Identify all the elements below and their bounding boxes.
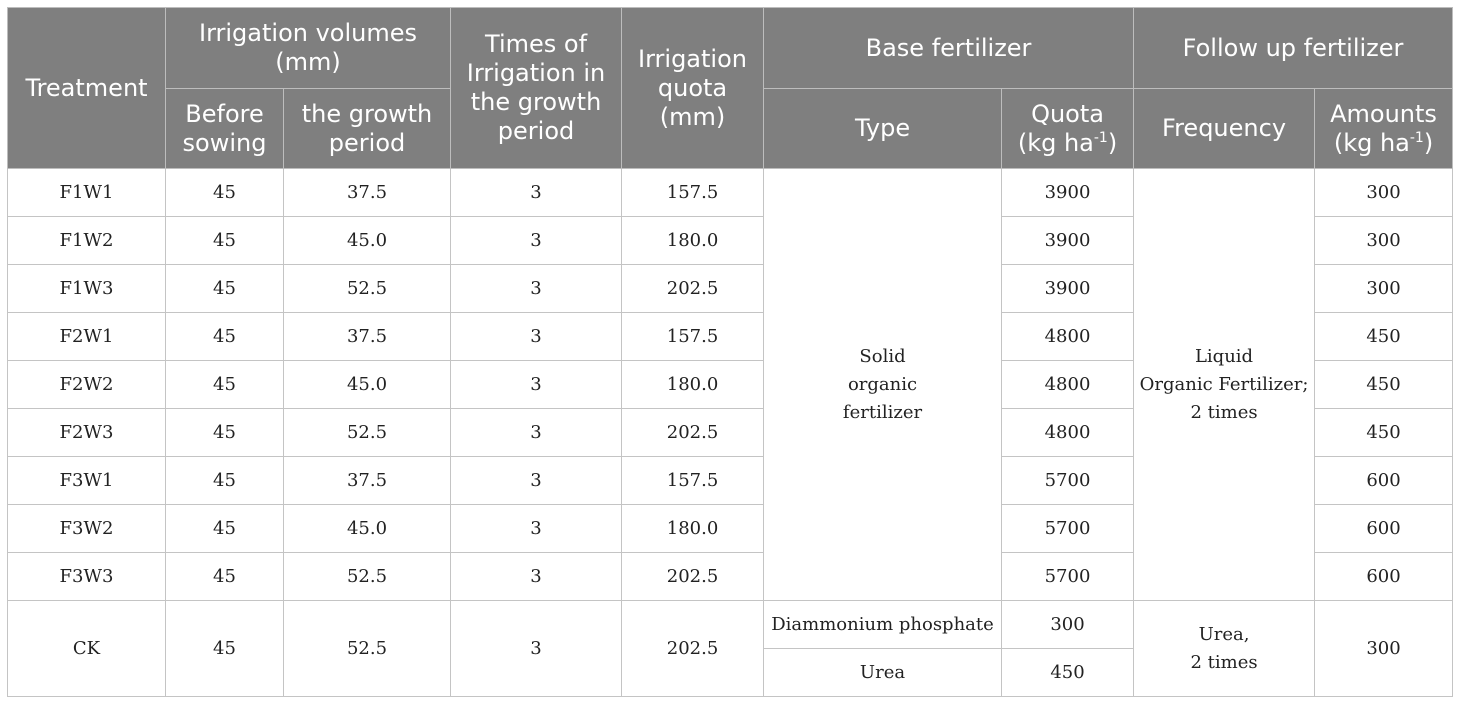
cell-times: 3 — [451, 313, 622, 361]
cell-growth-period: 37.5 — [284, 313, 451, 361]
cell-before-sowing: 45 — [166, 169, 284, 217]
cell-times: 3 — [451, 409, 622, 457]
cell-growth-period: 52.5 — [284, 601, 451, 697]
cell-base-quota: 5700 — [1002, 505, 1134, 553]
header-frequency: Frequency — [1134, 89, 1315, 169]
cell-amount: 300 — [1315, 169, 1453, 217]
cell-treatment: F2W2 — [8, 361, 166, 409]
cell-treatment: F3W1 — [8, 457, 166, 505]
cell-times: 3 — [451, 169, 622, 217]
header-amounts-exponent: -1 — [1409, 129, 1424, 146]
cell-irrigation-quota: 180.0 — [622, 217, 764, 265]
cell-times: 3 — [451, 505, 622, 553]
cell-base-quota: 3900 — [1002, 169, 1134, 217]
cell-growth-period: 37.5 — [284, 169, 451, 217]
cell-before-sowing: 45 — [166, 313, 284, 361]
header-quota-exponent: -1 — [1093, 129, 1108, 146]
cell-base-quota: 450 — [1002, 649, 1134, 697]
cell-treatment: F2W1 — [8, 313, 166, 361]
cell-base-type: Urea — [764, 649, 1002, 697]
cell-base-quota: 300 — [1002, 601, 1134, 649]
header-before-sowing: Before sowing — [166, 89, 284, 169]
cell-frequency: Urea, 2 times — [1134, 601, 1315, 697]
cell-irrigation-quota: 202.5 — [622, 265, 764, 313]
table-row — [8, 169, 1453, 217]
cell-times: 3 — [451, 217, 622, 265]
cell-base-quota: 4800 — [1002, 361, 1134, 409]
cell-before-sowing: 45 — [166, 601, 284, 697]
cell-irrigation-quota: 202.5 — [622, 409, 764, 457]
header-irrigation-volumes: Irrigation volumes (mm) — [166, 8, 451, 89]
cell-base-quota: 3900 — [1002, 217, 1134, 265]
cell-amount: 600 — [1315, 457, 1453, 505]
cell-times: 3 — [451, 601, 622, 697]
header-type: Type — [764, 89, 1002, 169]
header-amounts: Amounts (kg $ha^{-1}$) — [1315, 89, 1453, 169]
header-follow-up-fertilizer: Follow up fertilizer — [1134, 8, 1453, 89]
cell-irrigation-quota: 157.5 — [622, 313, 764, 361]
cell-treatment: F1W3 — [8, 265, 166, 313]
cell-growth-period: 45.0 — [284, 505, 451, 553]
cell-amount: 450 — [1315, 361, 1453, 409]
cell-frequency-merged: Liquid Organic Fertilizer; 2 times — [1134, 169, 1315, 601]
header-treatment: Treatment — [8, 8, 166, 169]
cell-growth-period: 45.0 — [284, 217, 451, 265]
cell-growth-period: 52.5 — [284, 409, 451, 457]
cell-growth-period: 52.5 — [284, 265, 451, 313]
header-quota: Quota (kg $ha^{-1}$) — [1002, 89, 1134, 169]
cell-before-sowing: 45 — [166, 505, 284, 553]
cell-treatment: CK — [8, 601, 166, 697]
header-quota-label: Quota — [1031, 99, 1104, 128]
cell-base-quota: 4800 — [1002, 409, 1134, 457]
cell-times: 3 — [451, 457, 622, 505]
cell-before-sowing: 45 — [166, 457, 284, 505]
cell-base-type-merged: Solid organic fertilizer — [764, 169, 1002, 601]
cell-base-quota: 5700 — [1002, 553, 1134, 601]
cell-base-quota: 5700 — [1002, 457, 1134, 505]
cell-amount: 450 — [1315, 313, 1453, 361]
cell-treatment: F3W2 — [8, 505, 166, 553]
cell-treatment: F3W3 — [8, 553, 166, 601]
cell-amount: 600 — [1315, 505, 1453, 553]
cell-growth-period: 45.0 — [284, 361, 451, 409]
cell-amount: 300 — [1315, 601, 1453, 697]
cell-base-quota: 3900 — [1002, 265, 1134, 313]
cell-amount: 600 — [1315, 553, 1453, 601]
header-amounts-unit: (kg ha — [1333, 128, 1410, 157]
cell-times: 3 — [451, 553, 622, 601]
cell-irrigation-quota: 157.5 — [622, 457, 764, 505]
cell-irrigation-quota: 202.5 — [622, 601, 764, 697]
header-irrigation-quota: Irrigation quota (mm) — [622, 8, 764, 169]
cell-before-sowing: 45 — [166, 265, 284, 313]
cell-base-type: Diammonium phosphate — [764, 601, 1002, 649]
cell-irrigation-quota: 202.5 — [622, 553, 764, 601]
cell-growth-period: 37.5 — [284, 457, 451, 505]
cell-base-quota: 4800 — [1002, 313, 1134, 361]
table-row-ck — [8, 601, 1453, 649]
cell-irrigation-quota: 180.0 — [622, 361, 764, 409]
header-times-of-irrigation: Times of Irrigation in the growth period — [451, 8, 622, 169]
cell-before-sowing: 45 — [166, 361, 284, 409]
cell-times: 3 — [451, 361, 622, 409]
cell-amount: 300 — [1315, 265, 1453, 313]
header-growth-period: the growth period — [284, 89, 451, 169]
cell-amount: 300 — [1315, 217, 1453, 265]
header-amounts-label: Amounts — [1330, 99, 1437, 128]
cell-treatment: F2W3 — [8, 409, 166, 457]
cell-before-sowing: 45 — [166, 409, 284, 457]
cell-growth-period: 52.5 — [284, 553, 451, 601]
cell-irrigation-quota: 180.0 — [622, 505, 764, 553]
header-quota-unit: (kg ha — [1017, 128, 1094, 157]
cell-before-sowing: 45 — [166, 553, 284, 601]
cell-treatment: F1W1 — [8, 169, 166, 217]
cell-before-sowing: 45 — [166, 217, 284, 265]
header-base-fertilizer: Base fertilizer — [764, 8, 1134, 89]
cell-times: 3 — [451, 265, 622, 313]
fertilizer-treatment-table — [7, 7, 1453, 697]
cell-amount: 450 — [1315, 409, 1453, 457]
cell-irrigation-quota: 157.5 — [622, 169, 764, 217]
cell-treatment: F1W2 — [8, 217, 166, 265]
